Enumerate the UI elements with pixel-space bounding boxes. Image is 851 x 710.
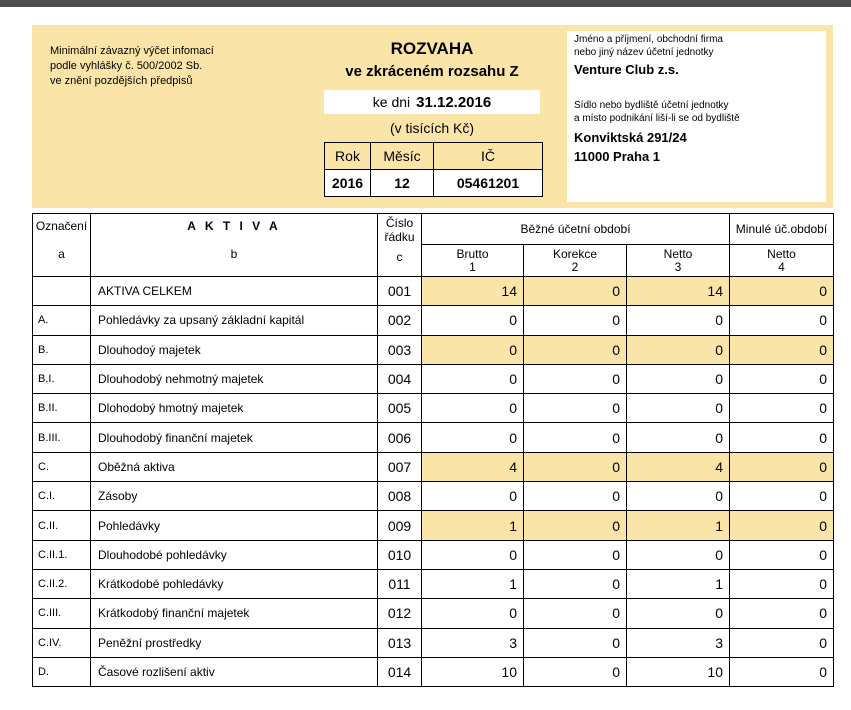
row-number: 004 bbox=[378, 364, 422, 393]
cell-korekce: 0 bbox=[524, 452, 627, 481]
cell-brutto: 0 bbox=[422, 423, 524, 452]
cell-netto: 14 bbox=[627, 277, 730, 306]
entity-address-line: 11000 Praha 1 bbox=[574, 149, 661, 164]
brutto-label: Brutto bbox=[456, 246, 489, 261]
balance-sheet-table bbox=[32, 213, 834, 687]
cell-korekce: 0 bbox=[524, 364, 627, 393]
col-header-minule: Minulé úč.období bbox=[730, 214, 834, 245]
cell-korekce: 0 bbox=[524, 306, 627, 335]
cell-netto-prev: 0 bbox=[730, 628, 834, 657]
row-number: 003 bbox=[378, 335, 422, 364]
brutto-number: 1 bbox=[469, 259, 476, 274]
cell-korekce: 0 bbox=[524, 599, 627, 628]
row-name: Krátkodobý finanční majetek bbox=[91, 599, 378, 628]
cell-brutto: 1 bbox=[422, 511, 524, 540]
cell-netto-prev: 0 bbox=[730, 657, 834, 686]
row-code: A. bbox=[33, 306, 91, 335]
entity-seat-label bbox=[574, 99, 740, 125]
row-code: D. bbox=[33, 657, 91, 686]
report-date-box bbox=[324, 90, 540, 114]
legal-notice bbox=[50, 44, 214, 89]
cell-korekce: 0 bbox=[524, 511, 627, 540]
cell-netto-prev: 0 bbox=[730, 599, 834, 628]
cell-netto: 1 bbox=[627, 511, 730, 540]
cell-netto-prev: 0 bbox=[730, 277, 834, 306]
table-row bbox=[33, 657, 834, 686]
top-bar bbox=[0, 0, 851, 7]
entity-name-label-line: Jméno a příjmení, obchodní firma bbox=[574, 34, 723, 45]
cell-netto-prev: 0 bbox=[730, 423, 834, 452]
cell-netto-prev: 0 bbox=[730, 306, 834, 335]
ic-value: 05461201 bbox=[434, 170, 543, 197]
cell-netto-prev: 0 bbox=[730, 511, 834, 540]
korekce-label: Korekce bbox=[552, 246, 598, 261]
cell-korekce: 0 bbox=[524, 628, 627, 657]
row-name: Oběžná aktiva bbox=[91, 452, 378, 481]
row-number: 007 bbox=[378, 452, 422, 481]
entity-address-line: Konviktská 291/24 bbox=[574, 130, 687, 145]
table-row bbox=[33, 335, 834, 364]
cell-brutto: 0 bbox=[422, 335, 524, 364]
row-name: AKTIVA CELKEM bbox=[91, 277, 378, 306]
col-header-netto-prev bbox=[730, 245, 834, 277]
row-number: 010 bbox=[378, 540, 422, 569]
table-row bbox=[33, 511, 834, 540]
entity-name-label bbox=[574, 33, 723, 59]
table-row bbox=[33, 569, 834, 598]
identification-table bbox=[324, 142, 543, 197]
cell-netto-prev: 0 bbox=[730, 569, 834, 598]
row-number: 005 bbox=[378, 394, 422, 423]
cell-netto: 0 bbox=[627, 306, 730, 335]
col-header-bezne: Běžné účetní období bbox=[422, 214, 730, 245]
cell-korekce: 0 bbox=[524, 482, 627, 511]
col-header-brutto bbox=[422, 245, 524, 277]
table-row bbox=[33, 394, 834, 423]
col-header-oznaceni bbox=[33, 214, 91, 277]
row-code: C.IV. bbox=[33, 628, 91, 657]
row-code: B.I. bbox=[33, 364, 91, 393]
legal-notice-line: ve znění pozdějších předpisů bbox=[50, 75, 193, 87]
cell-netto: 1 bbox=[627, 569, 730, 598]
cell-brutto: 0 bbox=[422, 599, 524, 628]
cell-netto-prev: 0 bbox=[730, 482, 834, 511]
cell-brutto: 1 bbox=[422, 569, 524, 598]
netto-number: 3 bbox=[674, 259, 682, 274]
report-date: 31.12.2016 bbox=[416, 94, 492, 111]
row-code: C.II. bbox=[33, 511, 91, 540]
cell-brutto: 0 bbox=[422, 394, 524, 423]
legal-notice-line: Minimální závazný výčet infomací bbox=[50, 45, 214, 57]
row-name: Pohledávky za upsaný základní kapitál bbox=[91, 306, 378, 335]
rok-label: Rok bbox=[325, 143, 371, 170]
row-name: Dlouhodobé pohledávky bbox=[91, 540, 378, 569]
cell-netto-prev: 0 bbox=[730, 540, 834, 569]
table-row bbox=[33, 452, 834, 481]
cell-brutto: 0 bbox=[422, 482, 524, 511]
cell-korekce: 0 bbox=[524, 394, 627, 423]
row-name: Krátkodobé pohledávky bbox=[91, 569, 378, 598]
table-row bbox=[33, 628, 834, 657]
table-body bbox=[33, 277, 834, 687]
row-code: C.II.1. bbox=[33, 540, 91, 569]
col-header-netto bbox=[627, 245, 730, 277]
cell-netto: 10 bbox=[627, 657, 730, 686]
date-prefix: ke dni bbox=[372, 94, 411, 110]
col-header-korekce bbox=[524, 245, 627, 277]
col-aktiva-label: A K T I V A bbox=[187, 219, 281, 233]
row-code: C. bbox=[33, 452, 91, 481]
document-subtitle: ve zkráceném rozsahu Z bbox=[345, 63, 519, 80]
document-title: ROZVAHA bbox=[390, 39, 474, 58]
cell-netto-prev: 0 bbox=[730, 335, 834, 364]
row-name: Peněžní prostředky bbox=[91, 628, 378, 657]
entity-address bbox=[574, 128, 687, 166]
cell-netto: 0 bbox=[627, 394, 730, 423]
table-row bbox=[33, 540, 834, 569]
entity-name: Venture Club z.s. bbox=[574, 62, 679, 77]
cell-brutto: 0 bbox=[422, 306, 524, 335]
cell-brutto: 3 bbox=[422, 628, 524, 657]
cell-netto: 0 bbox=[627, 335, 730, 364]
row-number: 002 bbox=[378, 306, 422, 335]
row-name: Pohledávky bbox=[91, 511, 378, 540]
row-number: 014 bbox=[378, 657, 422, 686]
cell-korekce: 0 bbox=[524, 335, 627, 364]
mesic-label: Měsíc bbox=[371, 143, 434, 170]
col-header-cislo bbox=[378, 214, 422, 277]
table-row bbox=[33, 423, 834, 452]
cell-korekce: 0 bbox=[524, 569, 627, 598]
entity-seat-label-line: Sídlo nebo bydliště účetní jednotky bbox=[574, 100, 729, 111]
cell-netto: 3 bbox=[627, 628, 730, 657]
row-number: 011 bbox=[378, 569, 422, 598]
row-name: Dlouhodoý majetek bbox=[91, 335, 378, 364]
row-number: 008 bbox=[378, 482, 422, 511]
row-code: C.II.2. bbox=[33, 569, 91, 598]
entity-seat-label-line: a místo podnikání liší-li se od bydliště bbox=[574, 113, 740, 124]
col-header-aktiva bbox=[91, 214, 378, 277]
table-row bbox=[33, 306, 834, 335]
cell-korekce: 0 bbox=[524, 277, 627, 306]
row-number: 001 bbox=[378, 277, 422, 306]
cell-korekce: 0 bbox=[524, 657, 627, 686]
row-code bbox=[33, 277, 91, 306]
row-name: Dlohodobý hmotný majetek bbox=[91, 394, 378, 423]
cell-korekce: 0 bbox=[524, 423, 627, 452]
cell-netto: 0 bbox=[627, 482, 730, 511]
row-code: B.III. bbox=[33, 423, 91, 452]
row-number: 012 bbox=[378, 599, 422, 628]
row-number: 013 bbox=[378, 628, 422, 657]
netto-prev-label: Netto bbox=[767, 246, 796, 261]
table-row bbox=[33, 599, 834, 628]
col-sub-c: c bbox=[396, 250, 403, 264]
col-cislo-label-1: Číslo bbox=[385, 216, 414, 230]
entity-info-box bbox=[567, 31, 826, 202]
table-row bbox=[33, 364, 834, 393]
row-number: 006 bbox=[378, 423, 422, 452]
row-code: B.II. bbox=[33, 394, 91, 423]
cell-netto: 0 bbox=[627, 540, 730, 569]
row-name: Časové rozlišení aktiv bbox=[91, 657, 378, 686]
cell-netto-prev: 0 bbox=[730, 452, 834, 481]
ic-label: IČ bbox=[434, 143, 543, 170]
form-header bbox=[32, 25, 833, 208]
row-name: Dlouhodobý finanční majetek bbox=[91, 423, 378, 452]
netto-prev-number: 4 bbox=[778, 259, 785, 274]
table-row bbox=[33, 482, 834, 511]
cell-netto: 0 bbox=[627, 423, 730, 452]
col-sub-b: b bbox=[230, 247, 238, 261]
entity-name-label-line: nebo jiný název účetní jednotky bbox=[574, 47, 714, 58]
mesic-value: 12 bbox=[371, 170, 434, 197]
col-oznaceni-label: Označení bbox=[35, 219, 88, 233]
cell-netto: 0 bbox=[627, 364, 730, 393]
cell-netto: 4 bbox=[627, 452, 730, 481]
row-name: Zásoby bbox=[91, 482, 378, 511]
cell-brutto: 4 bbox=[422, 452, 524, 481]
cell-korekce: 0 bbox=[524, 540, 627, 569]
korekce-number: 2 bbox=[571, 259, 579, 274]
cell-netto: 0 bbox=[627, 599, 730, 628]
rok-value: 2016 bbox=[325, 170, 371, 197]
cell-netto-prev: 0 bbox=[730, 364, 834, 393]
netto-label: Netto bbox=[663, 246, 693, 261]
legal-notice-line: podle vyhlášky č. 500/2002 Sb. bbox=[50, 60, 203, 72]
row-code: C.III. bbox=[33, 599, 91, 628]
cell-brutto: 0 bbox=[422, 540, 524, 569]
table-row bbox=[33, 277, 834, 306]
row-name: Dlouhodobý nehmotný majetek bbox=[91, 364, 378, 393]
cell-netto-prev: 0 bbox=[730, 394, 834, 423]
row-code: C.I. bbox=[33, 482, 91, 511]
units-note: (v tisících Kč) bbox=[389, 120, 474, 136]
col-cislo-label-2: řádku bbox=[384, 230, 415, 244]
col-sub-a: a bbox=[58, 247, 65, 261]
cell-brutto: 0 bbox=[422, 364, 524, 393]
cell-brutto: 10 bbox=[422, 657, 524, 686]
cell-brutto: 14 bbox=[422, 277, 524, 306]
row-number: 009 bbox=[378, 511, 422, 540]
row-code: B. bbox=[33, 335, 91, 364]
